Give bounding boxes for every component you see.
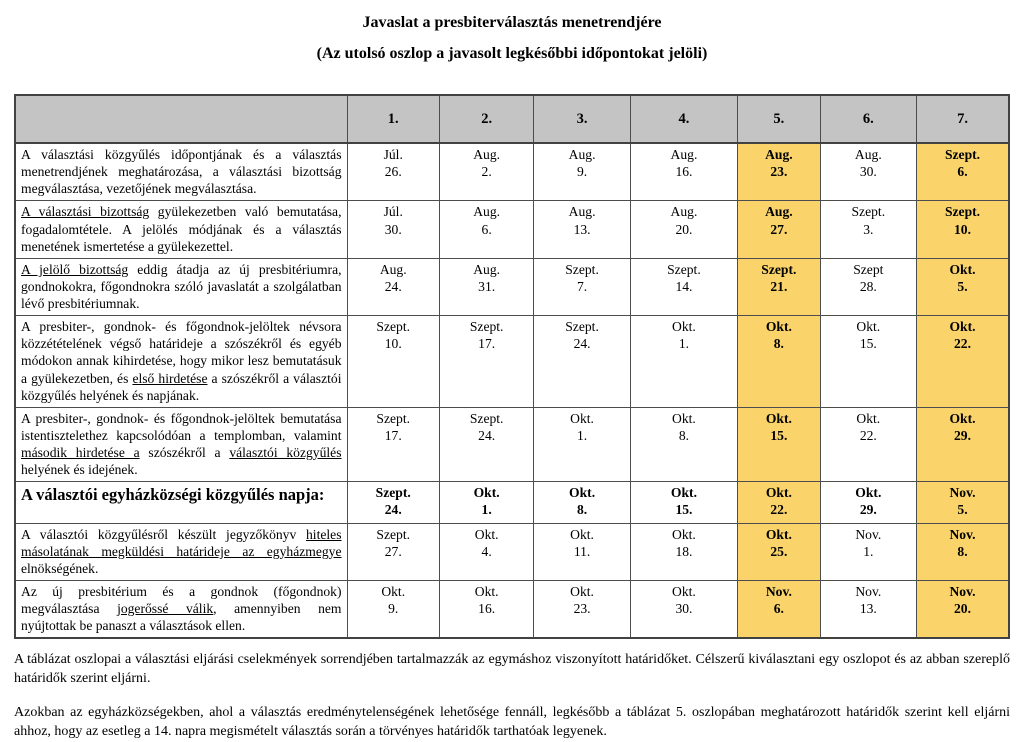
table-row	[15, 580, 1009, 638]
date-cell: Okt. 30.	[630, 580, 737, 638]
date-cell: Okt. 23.	[534, 580, 630, 638]
date-cell: Szept 28.	[820, 258, 916, 315]
table-row	[15, 316, 1009, 408]
date-cell: Aug. 24.	[347, 258, 439, 315]
date-cell: Okt. 9.	[347, 580, 439, 638]
date-cell: Okt. 8.	[738, 316, 821, 408]
date-cell: Okt. 15.	[738, 407, 821, 482]
date-cell: Aug. 13.	[534, 201, 630, 258]
date-cell: Okt. 1.	[439, 482, 533, 523]
date-cell: Szept. 7.	[534, 258, 630, 315]
date-cell: Nov. 5.	[917, 482, 1009, 523]
date-cell: Okt. 22.	[820, 407, 916, 482]
activity-label-cell: A választói egyházközségi közgyűlés napja:	[15, 482, 347, 523]
activity-label-cell: A jelölő bizottság eddig átadja az új presbitériumra, gondnokokra, főgondnokra szóló javaslatát a szolgálatban lévő presbitériumnak.	[15, 258, 347, 315]
column-header-cell: 2.	[439, 95, 533, 143]
date-cell: Nov. 6.	[738, 580, 821, 638]
date-cell: Szept. 14.	[630, 258, 737, 315]
column-header-cell: 3.	[534, 95, 630, 143]
date-cell: Okt. 5.	[917, 258, 1009, 315]
column-header-cell: 7.	[917, 95, 1009, 143]
activity-label-cell: A választási bizottság gyülekezetben való bemutatása, fogadalomtétele. A jelölés módjának és a választás menetének ismertetése a gyülekezettel.	[15, 201, 347, 258]
date-cell: Aug. 6.	[439, 201, 533, 258]
date-cell: Szept. 3.	[820, 201, 916, 258]
corner-header-cell	[15, 95, 347, 143]
table-body	[15, 143, 1009, 638]
date-cell: Szept. 17.	[439, 316, 533, 408]
date-cell: Okt. 15.	[630, 482, 737, 523]
column-header-cell: 1.	[347, 95, 439, 143]
date-cell: Nov. 8.	[917, 523, 1009, 580]
date-cell: Okt. 8.	[534, 482, 630, 523]
footnote-paragraph-1: A táblázat oszlopai a választási eljárási cselekmények sorrendjében tartalmazzák az egymáshoz viszonyított határidőket. Célszerű kiválasztani egy oszlopot és az abban szereplő határidők szerint eljárni.	[14, 652, 1010, 687]
date-cell: Okt. 18.	[630, 523, 737, 580]
date-cell: Aug. 9.	[534, 143, 630, 201]
date-cell: Szept. 6.	[917, 143, 1009, 201]
table-row	[15, 523, 1009, 580]
page-title: Javaslat a presbiterválasztás menetrendjére	[362, 14, 662, 31]
activity-label-cell: A választói közgyűlésről készült jegyzőkönyv hiteles másolatának megküldési határideje az egyházmegye elnökségének.	[15, 523, 347, 580]
table-row	[15, 201, 1009, 258]
table-header	[15, 95, 1009, 143]
date-cell: Aug. 31.	[439, 258, 533, 315]
date-cell: Okt. 4.	[439, 523, 533, 580]
date-cell: Okt. 25.	[738, 523, 821, 580]
date-cell: Nov. 13.	[820, 580, 916, 638]
date-cell: Szept. 10.	[347, 316, 439, 408]
date-cell: Szept. 24.	[534, 316, 630, 408]
footnotes	[14, 651, 1010, 742]
date-cell: Okt. 15.	[820, 316, 916, 408]
table-row	[15, 407, 1009, 482]
column-header-cell: 6.	[820, 95, 916, 143]
date-cell: Szept. 17.	[347, 407, 439, 482]
date-cell: Nov. 1.	[820, 523, 916, 580]
election-schedule-table	[14, 94, 1010, 639]
date-cell: Okt. 1.	[534, 407, 630, 482]
header-row	[15, 95, 1009, 143]
date-cell: Okt. 29.	[917, 407, 1009, 482]
activity-label-cell: Az új presbitérium és a gondnok (főgondnok) megválasztása jogerőssé válik, amennyiben nem nyújtottak be panaszt a választások ellen.	[15, 580, 347, 638]
table-row	[15, 258, 1009, 315]
activity-label-cell: A presbiter-, gondnok- és főgondnok-jelöltek névsora közzétételének végső határideje a szószékről és egyéb módokon annak kihirdetése, hogy mikor lesz bemutatásuk a gyülekezetben, és első hirdetése a szószékről a választói közgyűlés helyének és napjának.	[15, 316, 347, 408]
footnote-paragraph-2: Azokban az egyházközségekben, ahol a választás eredménytelenségének lehetősége fennáll, legkésőbb a táblázat 5. oszlopában meghatározott határidők szerint kell eljárni ahhoz, hogy az esetleg a 14. napra megismételt választás során a törvényes határidők tarthatóak legyenek.	[14, 705, 1010, 739]
date-cell: Aug. 16.	[630, 143, 737, 201]
date-cell: Okt. 16.	[439, 580, 533, 638]
date-cell: Okt. 29.	[820, 482, 916, 523]
date-cell: Aug. 30.	[820, 143, 916, 201]
date-cell: Okt. 1.	[630, 316, 737, 408]
date-cell: Aug. 2.	[439, 143, 533, 201]
document-page	[0, 14, 1024, 742]
column-header-cell: 4.	[630, 95, 737, 143]
date-cell: Szept. 21.	[738, 258, 821, 315]
date-cell: Júl. 30.	[347, 201, 439, 258]
date-cell: Júl. 26.	[347, 143, 439, 201]
page-subtitle: (Az utolsó oszlop a javasolt legkésőbbi időpontokat jelöli)	[316, 45, 708, 62]
date-cell: Aug. 27.	[738, 201, 821, 258]
date-cell: Aug. 20.	[630, 201, 737, 258]
date-cell: Aug. 23.	[738, 143, 821, 201]
table-row	[15, 482, 1009, 523]
table-row	[15, 143, 1009, 201]
date-cell: Okt. 22.	[917, 316, 1009, 408]
date-cell: Okt. 22.	[738, 482, 821, 523]
date-cell: Nov. 20.	[917, 580, 1009, 638]
activity-label-cell: A presbiter-, gondnok- és főgondnok-jelöltek bemutatása istentisztelethez kapcsolódóan a templomban, valamint második hirdetése a szószékről a választói közgyűlés helyének és idejének.	[15, 407, 347, 482]
column-header-cell: 5.	[738, 95, 821, 143]
activity-label-cell: A választási közgyűlés időpontjának és a választás menetrendjének meghatározása, a választási bizottság megválasztása, vezetőjének megválasztása.	[15, 143, 347, 201]
date-cell: Szept. 27.	[347, 523, 439, 580]
date-cell: Szept. 24.	[439, 407, 533, 482]
date-cell: Szept. 10.	[917, 201, 1009, 258]
date-cell: Szept. 24.	[347, 482, 439, 523]
date-cell: Okt. 11.	[534, 523, 630, 580]
date-cell: Okt. 8.	[630, 407, 737, 482]
